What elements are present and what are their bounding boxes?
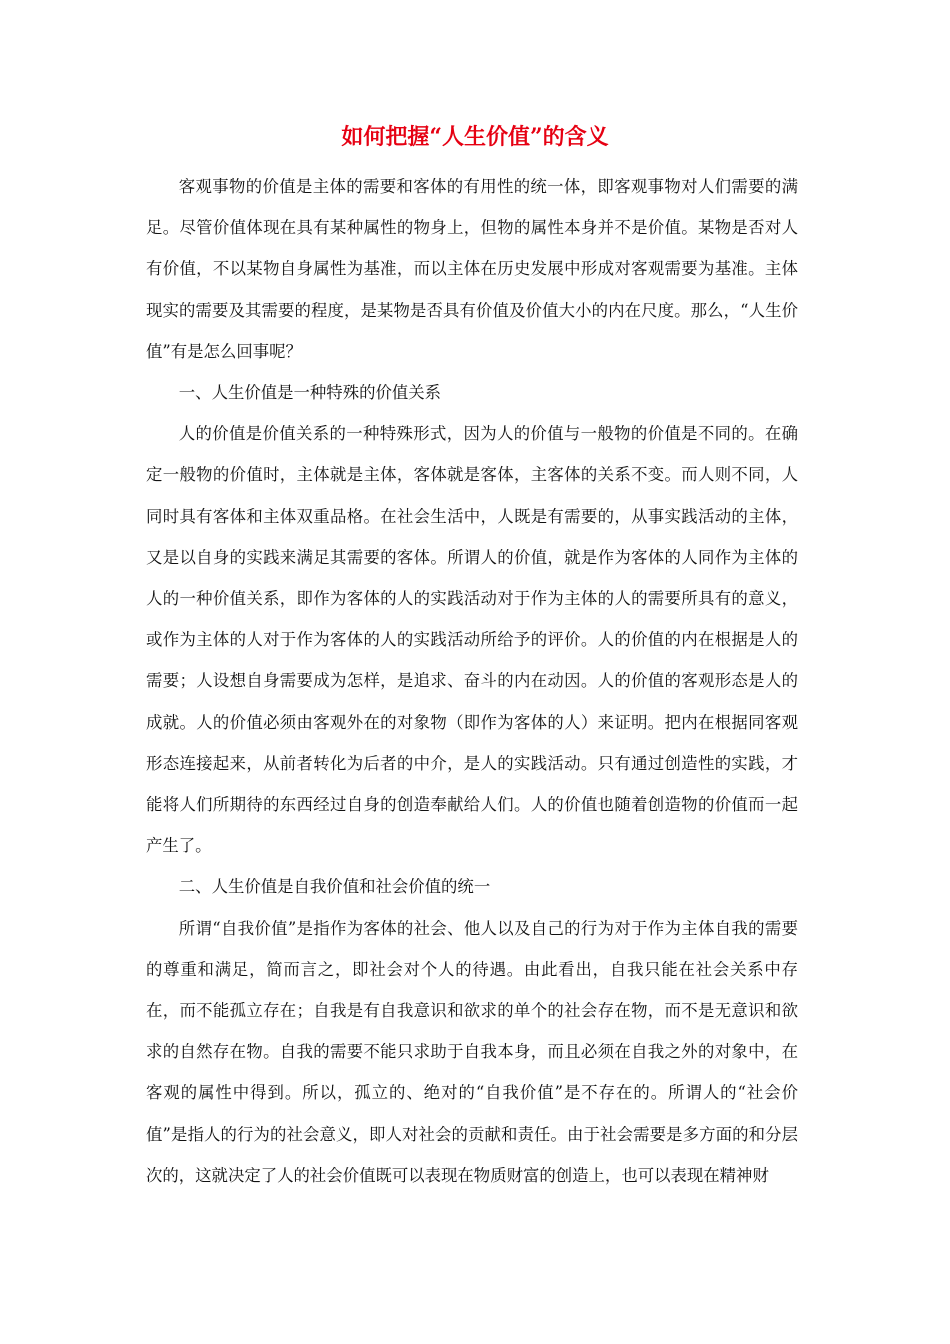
document-title: 如何把握“人生价值”的含义 — [341, 124, 609, 150]
paragraph-section-2: 所谓“自我价值”是指作为客体的社会、他人以及自己的行为对于作为主体自我的需要的尊重和满足，简而言之，即社会对个人的待遇。由此看出，自我只能在社会关系中存在，而不能孤立存在；自我是有自我意识和欲求的单个的社会存在物，而不是无意识和欲求的自然存在物。自我的需要不能只求助于自我本身，而且必须在自我之外的对象中，在客观的属性中得到。所以，孤立的、绝对的“自我价值”是不存在的。所谓人的“社会价值”是指人的行为的社会意义，即人对社会的贡献和责任。由于社会需要是多方面的和分层次的，这就决定了人的社会价值既可以表现在物质财富的创造上，也可以表现在精神财 — [146, 918, 798, 1185]
paragraph-intro: 客观事物的价值是主体的需要和客体的有用性的统一体，即客观事物对人们需要的满足。尽管价值体现在具有某种属性的物身上，但物的属性本身并不是价值。某物是否对人有价值，不以某物自身属性为基准，而以主体在历史发展中形成对客观需要为基准。主体现实的需要及其需要的程度，是某物是否具有价值及价值大小的内在尺度。那么，“人生价值”有是怎么回事呢？ — [146, 177, 798, 361]
section-heading-2: 二、人生价值是自我价值和社会价值的统一 — [178, 877, 491, 897]
paragraph-section-1: 人的价值是价值关系的一种特殊形式，因为人的价值与一般物的价值是不同的。在确定一般物的价值时，主体就是主体，客体就是客体，主客体的关系不变。而人则不同，人同时具有客体和主体双重品格。在社会生活中，人既是有需要的，从事实践活动的主体，又是以自身的实践来满足其需要的客体。所谓人的价值，就是作为客体的人同作为主体的人的一种价值关系，即作为客体的人的实践活动对于作为主体的人的需要所具有的意义，或作为主体的人对于作为客体的人的实践活动所给予的评价。人的价值的内在根据是人的需要；人设想自身需要成为怎样，是追求、奋斗的内在动因。人的价值的客观形态是人的成就。人的价值必须由客观外在的对象物（即作为客体的人）来证明。把内在根据同客观形态连接起来，从前者转化为后者的中介，是人的实践活动。只有通过创造性的实践，才能将人们所期待的东西经过自身的创造奉献给人们。人的价值也随着创造物的价值而一起产生了。 — [146, 424, 798, 856]
document-body — [146, 166, 798, 1196]
section-heading-1: 一、人生价值是一种特殊的价值关系 — [178, 383, 442, 403]
